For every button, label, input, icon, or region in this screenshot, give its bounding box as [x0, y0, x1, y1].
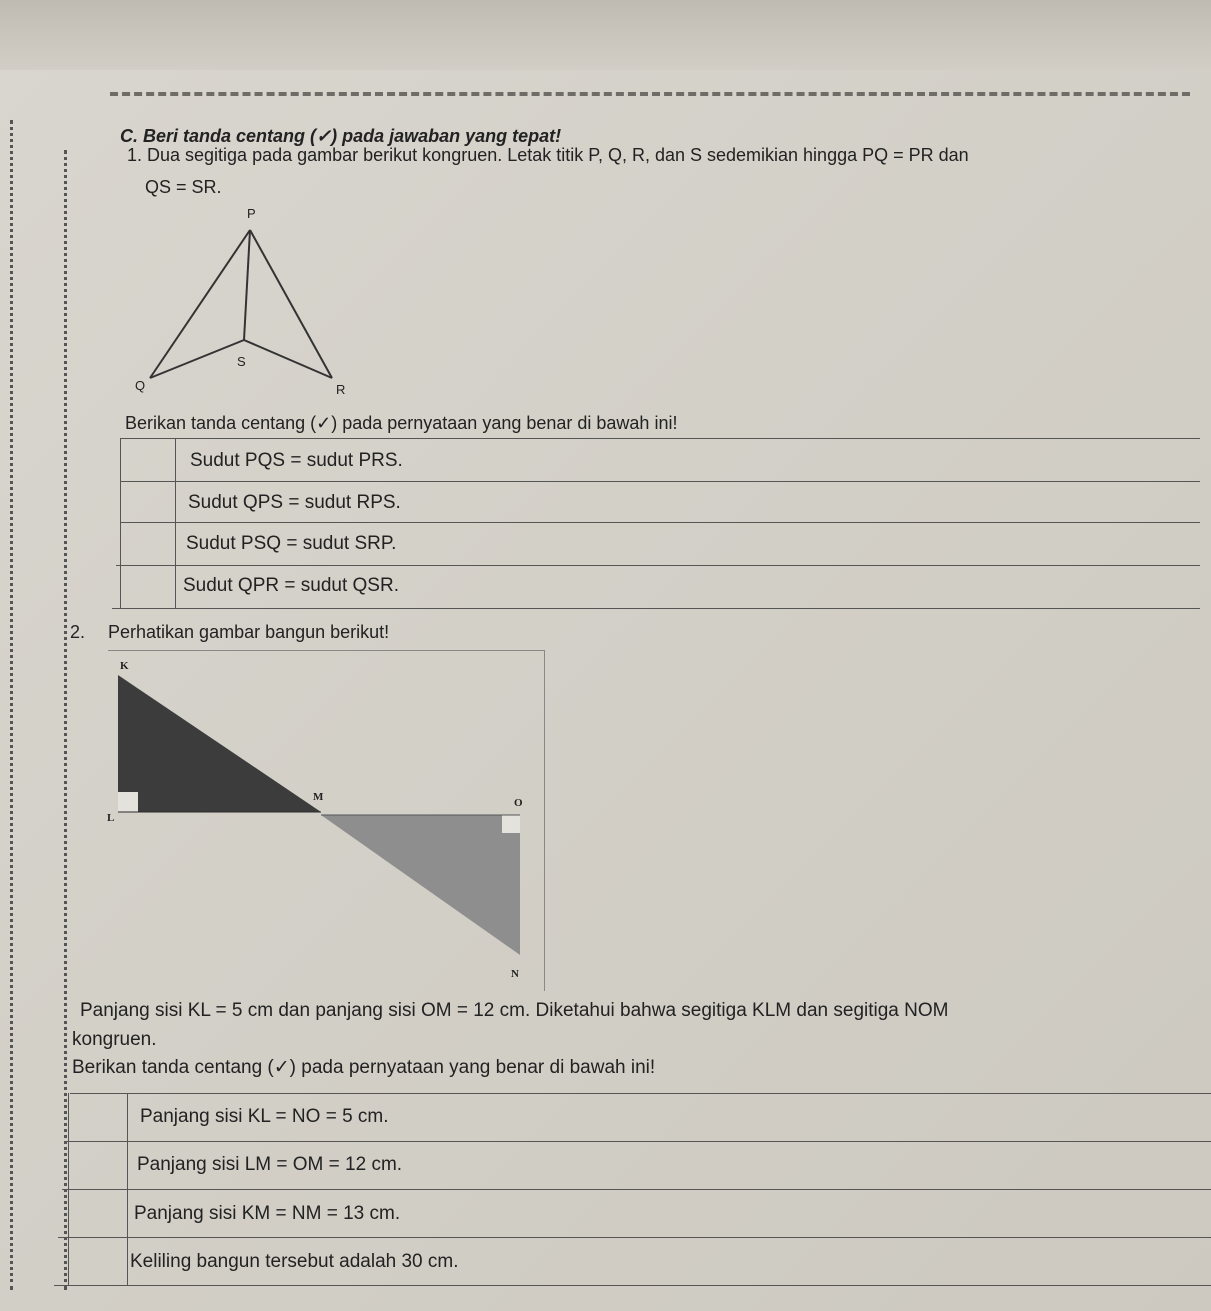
triangle-nom	[321, 815, 520, 955]
q2-statement-4: Keliling bangun tersebut adalah 30 cm.	[130, 1251, 459, 1272]
side-qs	[150, 340, 244, 378]
q1-statement-4: Sudut QPR = sudut QSR.	[183, 575, 399, 596]
label-k: K	[120, 660, 129, 672]
side-rs	[244, 340, 332, 378]
q2-paragraph-line1: Panjang sisi KL = 5 cm dan panjang sisi OM = 12 cm. Diketahui bahwa segitiga KLM dan segitiga NOM	[80, 1000, 949, 1021]
q2-checkbox-2[interactable]	[70, 1146, 122, 1184]
q1-checkbox-3[interactable]	[125, 527, 171, 559]
section-heading: C. Beri tanda centang (✓) pada jawaban yang tepat!	[120, 126, 562, 146]
side-pq	[150, 230, 250, 378]
label-l: L	[107, 812, 115, 824]
q1-triangle-figure	[120, 200, 360, 400]
q1-instruction: Berikan tanda centang (✓) pada pernyataan yang benar di bawah ini!	[125, 413, 678, 433]
right-angle-o	[502, 815, 520, 833]
label-n: N	[511, 968, 519, 980]
q2-checkbox-1[interactable]	[74, 1098, 122, 1136]
q1-checkbox-1[interactable]	[125, 444, 171, 476]
label-p: P	[247, 206, 256, 221]
q2-statement-1: Panjang sisi KL = NO = 5 cm.	[140, 1106, 389, 1127]
q2-title: Perhatikan gambar bangun berikut!	[108, 622, 390, 642]
q1-statement-2: Sudut QPS = sudut RPS.	[188, 492, 401, 513]
q2-statement-2: Panjang sisi LM = OM = 12 cm.	[137, 1154, 403, 1175]
label-o: O	[514, 797, 523, 809]
q2-statement-3: Panjang sisi KM = NM = 13 cm.	[134, 1203, 401, 1224]
label-s: S	[237, 354, 246, 369]
binding-dots-left	[10, 120, 17, 1290]
side-pr	[250, 230, 332, 378]
label-q: Q	[135, 378, 146, 393]
q1-checkbox-4[interactable]	[122, 570, 170, 602]
q2-paragraph-line2: kongruen.	[72, 1029, 157, 1050]
dashed-border	[110, 92, 1190, 96]
label-m: M	[313, 791, 324, 803]
side-ps	[244, 230, 250, 340]
right-angle-l	[118, 792, 138, 812]
q2-instruction: Berikan tanda centang (✓) pada pernyataan yang benar di bawah ini!	[72, 1057, 656, 1078]
q2-checkbox-3[interactable]	[66, 1194, 122, 1232]
q2-triangles-figure	[108, 650, 548, 990]
q1-text-line1: Dua segitiga pada gambar berikut kongruen. Letak titik P, Q, R, dan S sedemikian hingga PQ = PR dan	[147, 145, 969, 165]
q1-statement-1: Sudut PQS = sudut PRS.	[190, 450, 403, 471]
q2-checkbox-4[interactable]	[62, 1242, 122, 1280]
q1-number: 1.	[127, 145, 143, 165]
q1-text-line2: QS = SR.	[145, 177, 222, 197]
label-r: R	[336, 382, 346, 397]
q2-number: 2.	[70, 622, 86, 642]
q1-checkbox-2[interactable]	[125, 486, 171, 518]
q1-statement-3: Sudut PSQ = sudut SRP.	[186, 533, 397, 554]
page-top-shadow	[0, 0, 1211, 70]
triangle-klm	[118, 675, 324, 812]
